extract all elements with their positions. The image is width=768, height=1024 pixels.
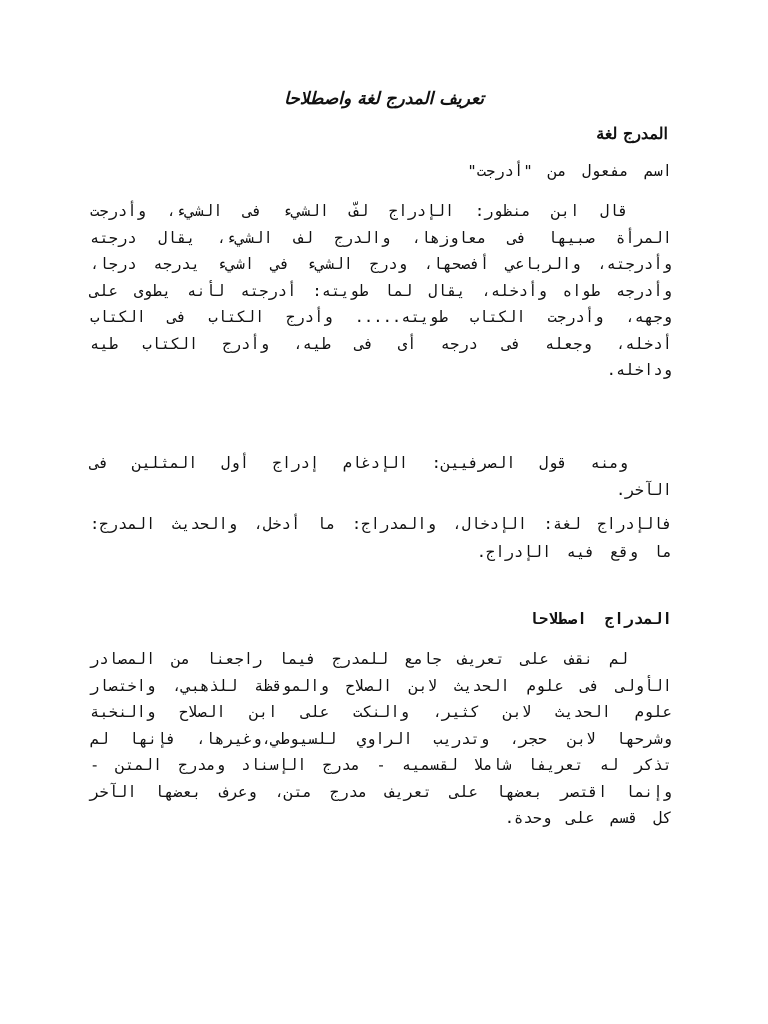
document-title: تعريف المدرج لغة واصطلاحا xyxy=(284,89,484,109)
paragraph-idgham: ومنه قول الصرفيين: الإدغام إدراج أول المثلين فى الآخر. xyxy=(90,454,672,499)
paragraph-idraj-definition: فالإدراج لغة: الإدخال، والمدراج: ما أدخل، والحديث المدرج: ما وقع فيه الإدراج. xyxy=(90,515,672,561)
ism-mafool-line: اسم مفعول من "أدرجت" xyxy=(467,162,672,180)
section-heading-language: المدرج لغة xyxy=(596,124,668,143)
paragraph-ibn-manzur: قال ابن منظور: الإدراج لفّ الشيء فى الشيء، وأدرجت المرأة صبيها فى معاوزها، والدرج لف الشيء، يقال درجته وأدرجته، والرباعي أفصحها، ودرج الشيء في اشيء يدرجه درجا، وأدرجه طواه وأدخله، يقال لما طويته: أدرجته لأنه يطوى على وجهه، وأدرجت الكتاب طويته..... وأدرج الكتاب فى الكتاب أدخله، وجعله فى درجه أى فى طيه، وأدرج الكتاب طيه وداخله. xyxy=(90,202,672,379)
section-heading-term: المدراج اصطلاحا xyxy=(529,609,672,628)
paragraph-term-definition: لم نقف على تعريف جامع للمدرج فيما راجعنا من المصادر الأولى فى علوم الحديث لابن الصلاح والموقظة للذهبي، واختصار علوم الحديث لابن كثير، والنكت على ابن الصلاح والنخبة وشرحها لابن حجر، وتدريب الراوي للسيوطي،وغيرها، فإنها لم تذكر له تعريفا شاملا لقسميه - مدرج الإسناد ومدرج المتن - وإنما اقتصر بعضها على تعريف مدرج متن، وعرف بعضها الآخر كل قسم على وحدة. xyxy=(90,650,672,827)
